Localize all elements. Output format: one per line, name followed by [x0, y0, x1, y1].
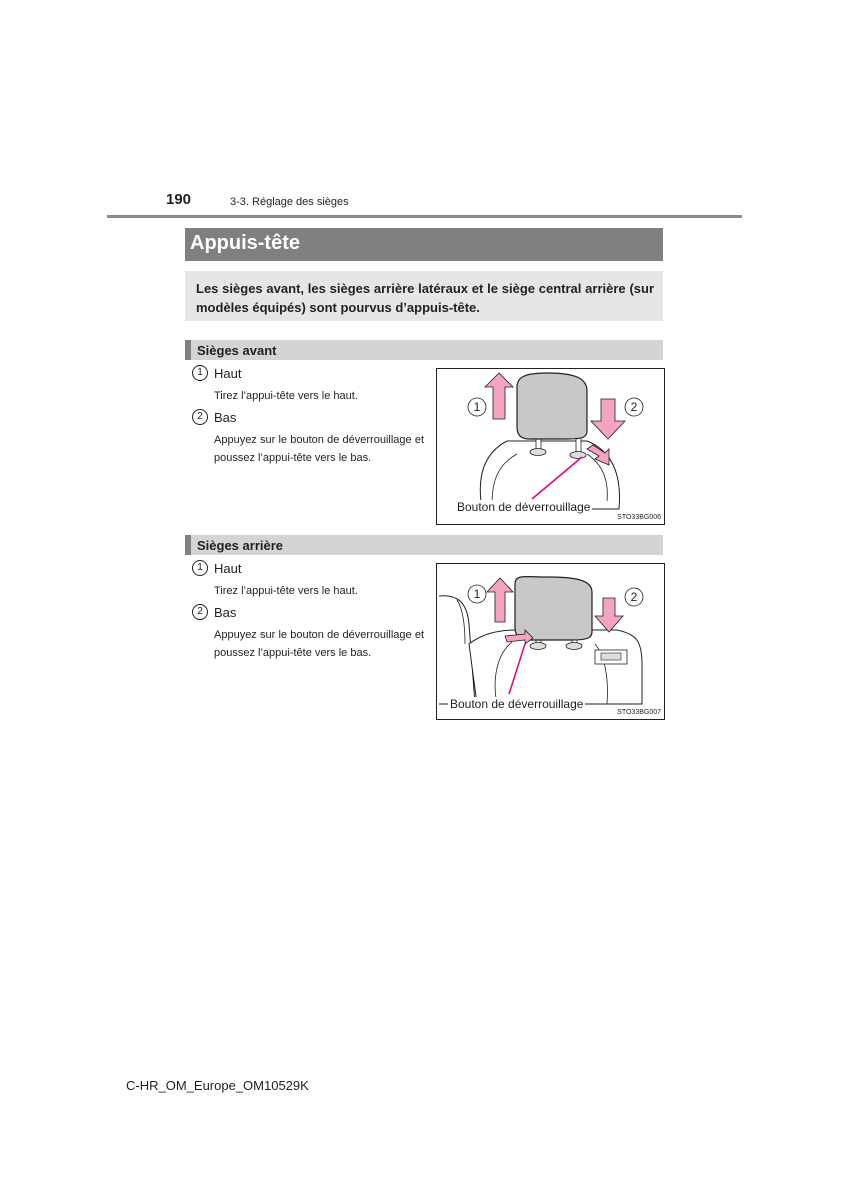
- figure-marker-2: 2: [630, 400, 638, 414]
- figure-marker-1: 1: [473, 587, 481, 601]
- step-description-down: Appuyez sur le bouton de déverrouillage et poussez l’appui-tête vers le bas.: [214, 629, 424, 659]
- figure-marker-1: 1: [473, 400, 481, 414]
- page-number: 190: [166, 191, 192, 208]
- step-description-up: Tirez l’appui-tête vers le haut.: [214, 585, 358, 597]
- step-description-up: Tirez l’appui-tête vers le haut.: [214, 390, 358, 402]
- figure-code: STO33BG006: [617, 514, 661, 521]
- section-heading-label: Sièges arrière: [197, 538, 284, 553]
- figure-rear-headrest: [436, 563, 665, 720]
- section-heading-rear: [185, 535, 663, 555]
- page-title: Appuis-tête: [190, 232, 300, 254]
- section-heading-label: Sièges avant: [197, 343, 277, 358]
- heading-marker: [185, 535, 191, 555]
- step-number-circle: 2: [192, 409, 208, 425]
- intro-box: [185, 271, 663, 321]
- step-number-circle: 1: [192, 560, 208, 576]
- step-label-down: Bas: [214, 605, 237, 620]
- figure-caption: Bouton de déverrouillage: [450, 697, 584, 711]
- header-divider: [107, 215, 742, 218]
- rear-headrest-illustration: [437, 564, 664, 719]
- document-footer: C-HR_OM_Europe_OM10529K: [126, 1078, 309, 1093]
- step-label-up: Haut: [214, 366, 242, 381]
- section-heading-front: [185, 340, 663, 360]
- section-reference: 3-3. Réglage des sièges: [230, 196, 349, 208]
- figure-code: STO33BG007: [617, 709, 661, 716]
- step-description-down: Appuyez sur le bouton de déverrouillage et poussez l’appui-tête vers le bas.: [214, 434, 424, 464]
- step-label-down: Bas: [214, 410, 237, 425]
- step-label-up: Haut: [214, 561, 242, 576]
- step-number-circle: 1: [192, 365, 208, 381]
- heading-marker: [185, 340, 191, 360]
- figure-caption: Bouton de déverrouillage: [457, 500, 591, 514]
- figure-marker-2: 2: [630, 590, 638, 604]
- intro-text: Les sièges avant, les sièges arrière latéraux et le siège central arrière (sur modèles équipés) sont pourvus d’appuis-tête.: [196, 281, 654, 315]
- figure-front-headrest: [436, 368, 665, 525]
- step-number-circle: 2: [192, 604, 208, 620]
